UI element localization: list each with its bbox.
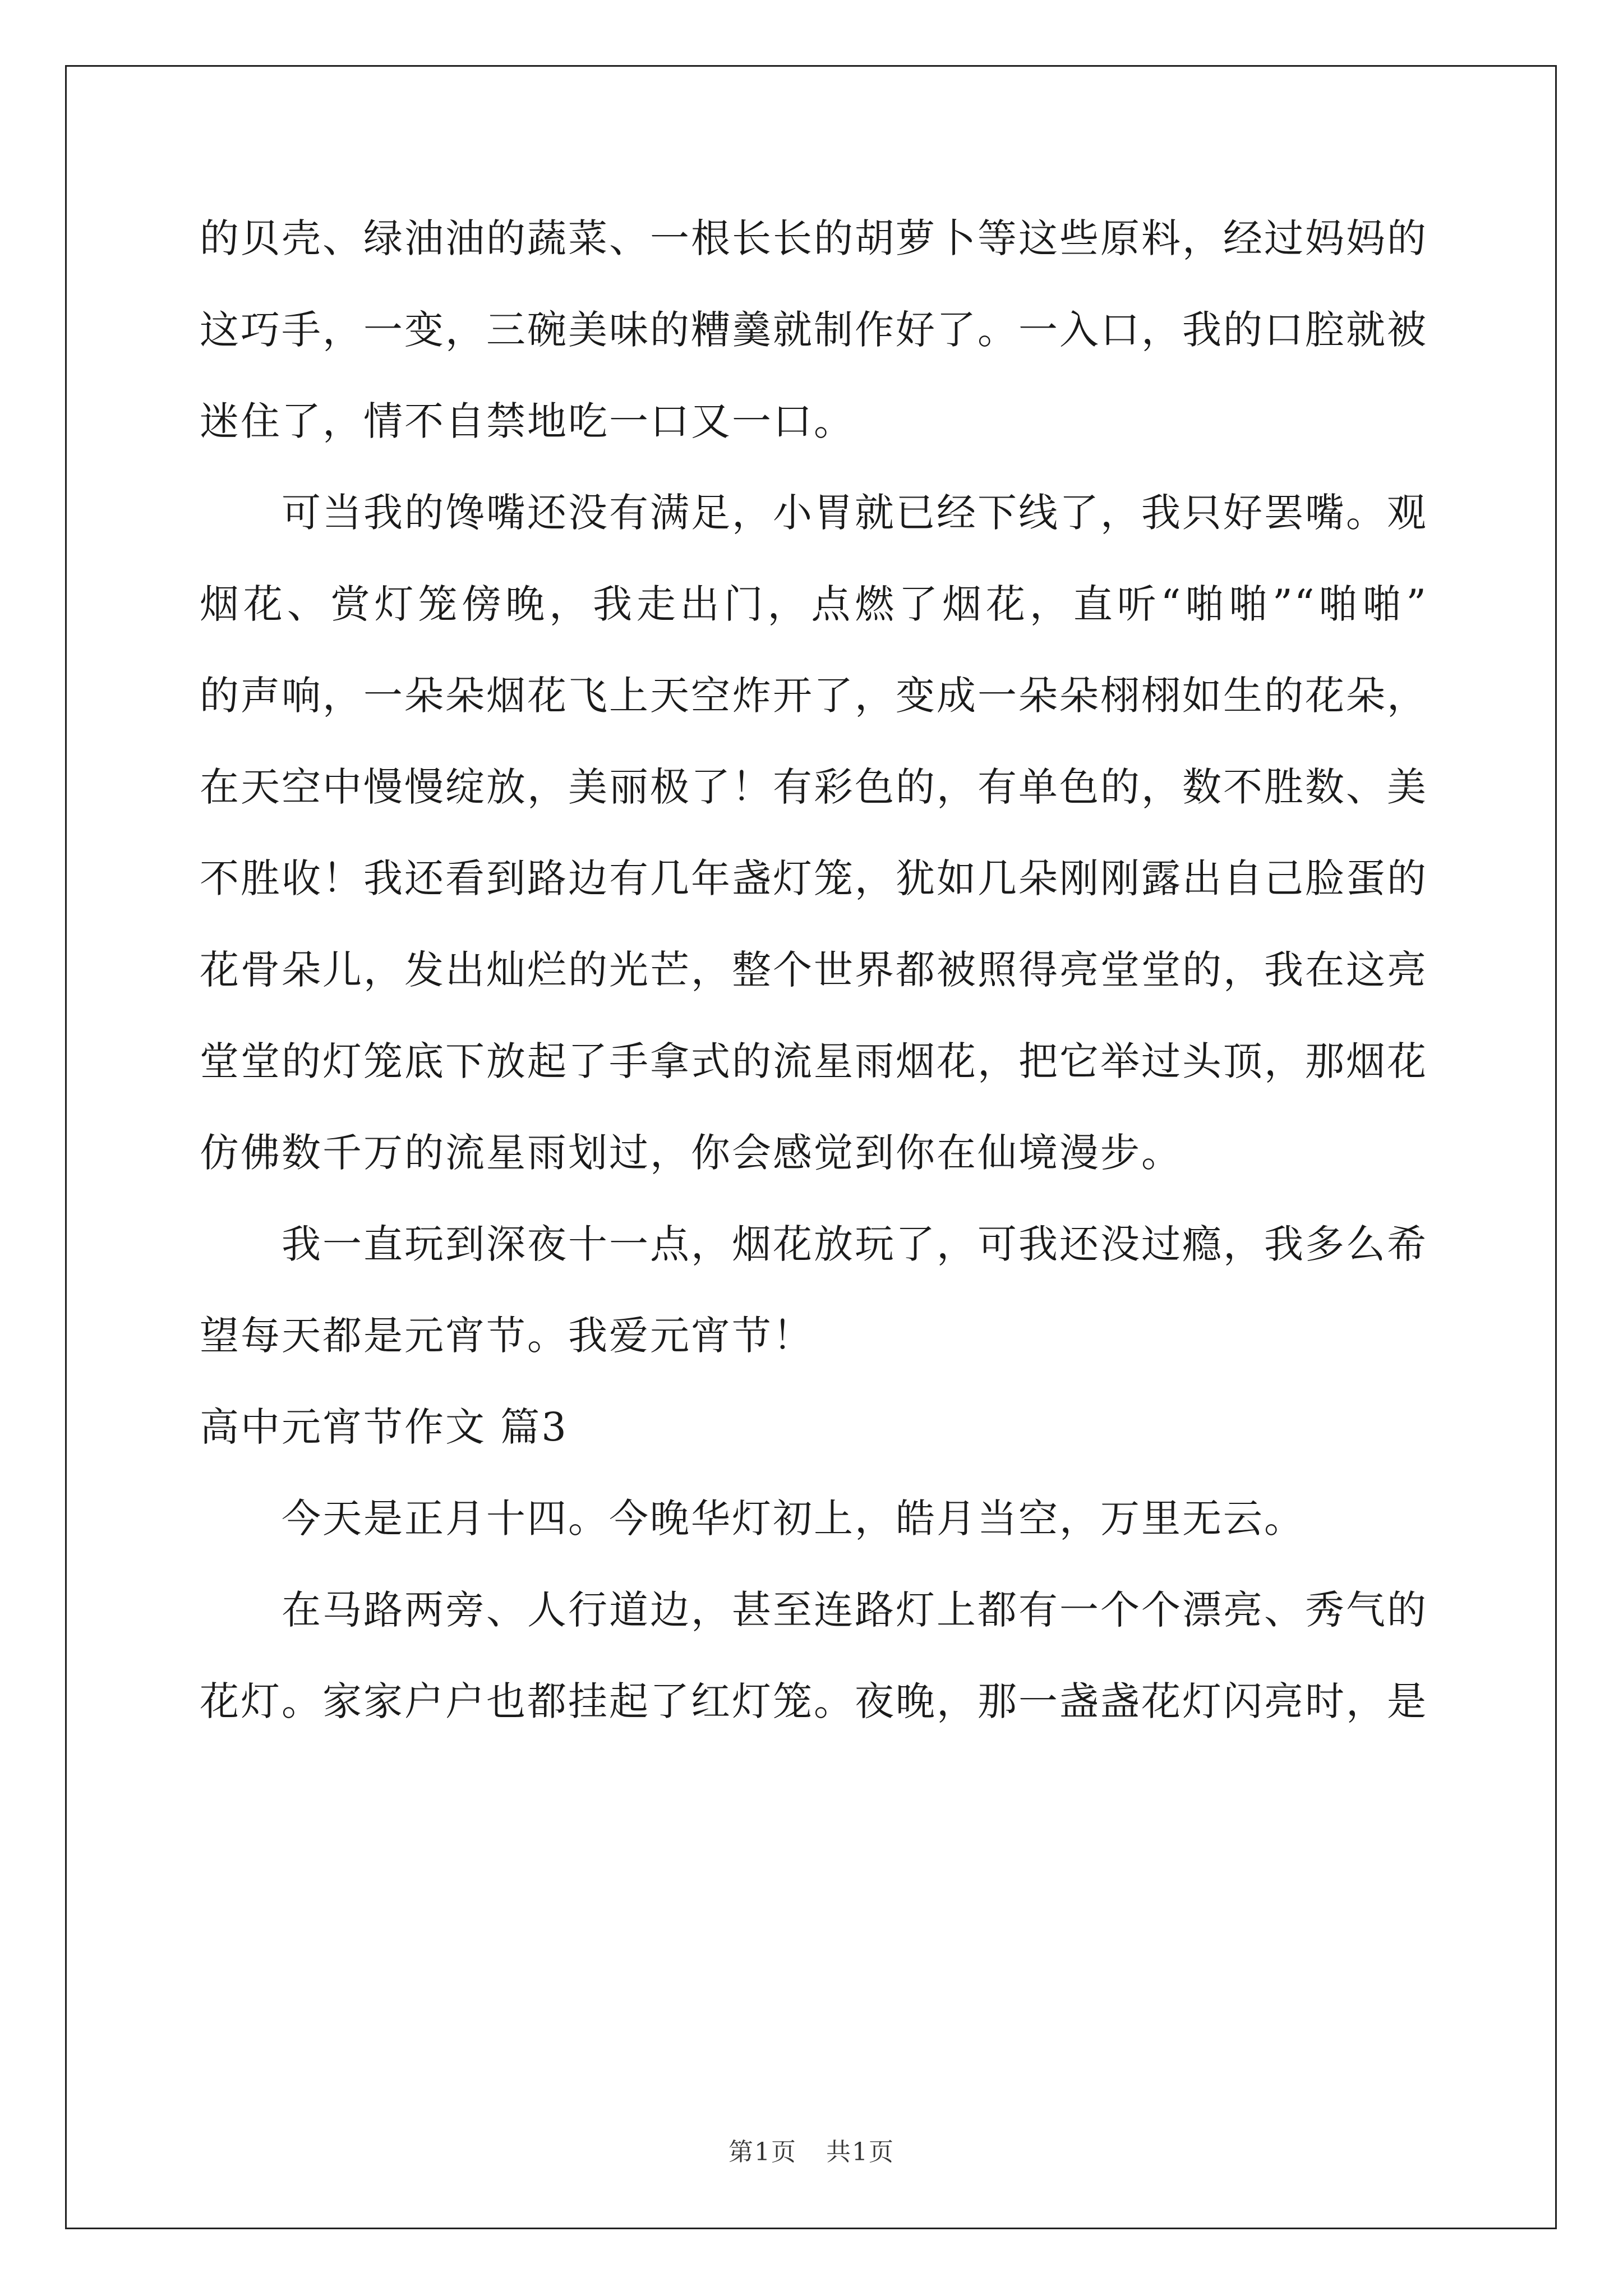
text-line: 这巧手，一变，三碗美味的糟羹就制作好了。一入口，我的口腔就被 xyxy=(200,307,1428,353)
section-heading: 高中元宵节作文 篇3 xyxy=(200,1404,568,1450)
text-line: 仿佛数千万的流星雨划过，你会感觉到你在仙境漫步。 xyxy=(200,1130,1182,1176)
text-line: 不胜收！我还看到路边有几年盏灯笼，犹如几朵刚刚露出自己脸蛋的 xyxy=(200,855,1428,901)
text-line: 可当我的馋嘴还没有满足，小胃就已经下线了，我只好罢嘴。观 xyxy=(282,490,1428,536)
text-line: 望每天都是元宵节。我爱元宵节！ xyxy=(200,1313,814,1359)
text-line: 今天是正月十四。今晚华灯初上，皓月当空，万里无云。 xyxy=(282,1496,1305,1542)
text-line: 烟花、赏灯笼傍晚，我走出门，点燃了烟花，直听“啪啪”“啪啪” xyxy=(200,581,1428,627)
text-line: 的贝壳、绿油油的蔬菜、一根长长的胡萝卜等这些原料，经过妈妈的 xyxy=(200,215,1428,261)
page-number-total: 共1页 xyxy=(826,2138,895,2166)
text-line: 堂堂的灯笼底下放起了手拿式的流星雨烟花，把它举过头顶，那烟花 xyxy=(200,1038,1428,1084)
text-line: 的声响，一朵朵烟花飞上天空炸开了，变成一朵朵栩栩如生的花朵， xyxy=(200,673,1428,719)
text-line: 我一直玩到深夜十一点，烟花放玩了，可我还没过瘾，我多么希 xyxy=(282,1221,1428,1267)
text-line: 花灯。家家户户也都挂起了红灯笼。夜晚，那一盏盏花灯闪亮时，是 xyxy=(200,1678,1428,1724)
text-line: 在天空中慢慢绽放，美丽极了！有彩色的，有单色的，数不胜数、美 xyxy=(200,764,1428,810)
page-footer xyxy=(0,2132,1623,2168)
document-body xyxy=(200,213,1428,1768)
text-line: 迷住了，情不自禁地吃一口又一口。 xyxy=(200,398,855,444)
text-line: 在马路两旁、人行道边，甚至连路灯上都有一个个漂亮、秀气的 xyxy=(282,1587,1428,1633)
text-line: 花骨朵儿，发出灿烂的光芒，整个世界都被照得亮堂堂的，我在这亮 xyxy=(200,947,1428,993)
page-number-current: 第1页 xyxy=(728,2138,797,2166)
